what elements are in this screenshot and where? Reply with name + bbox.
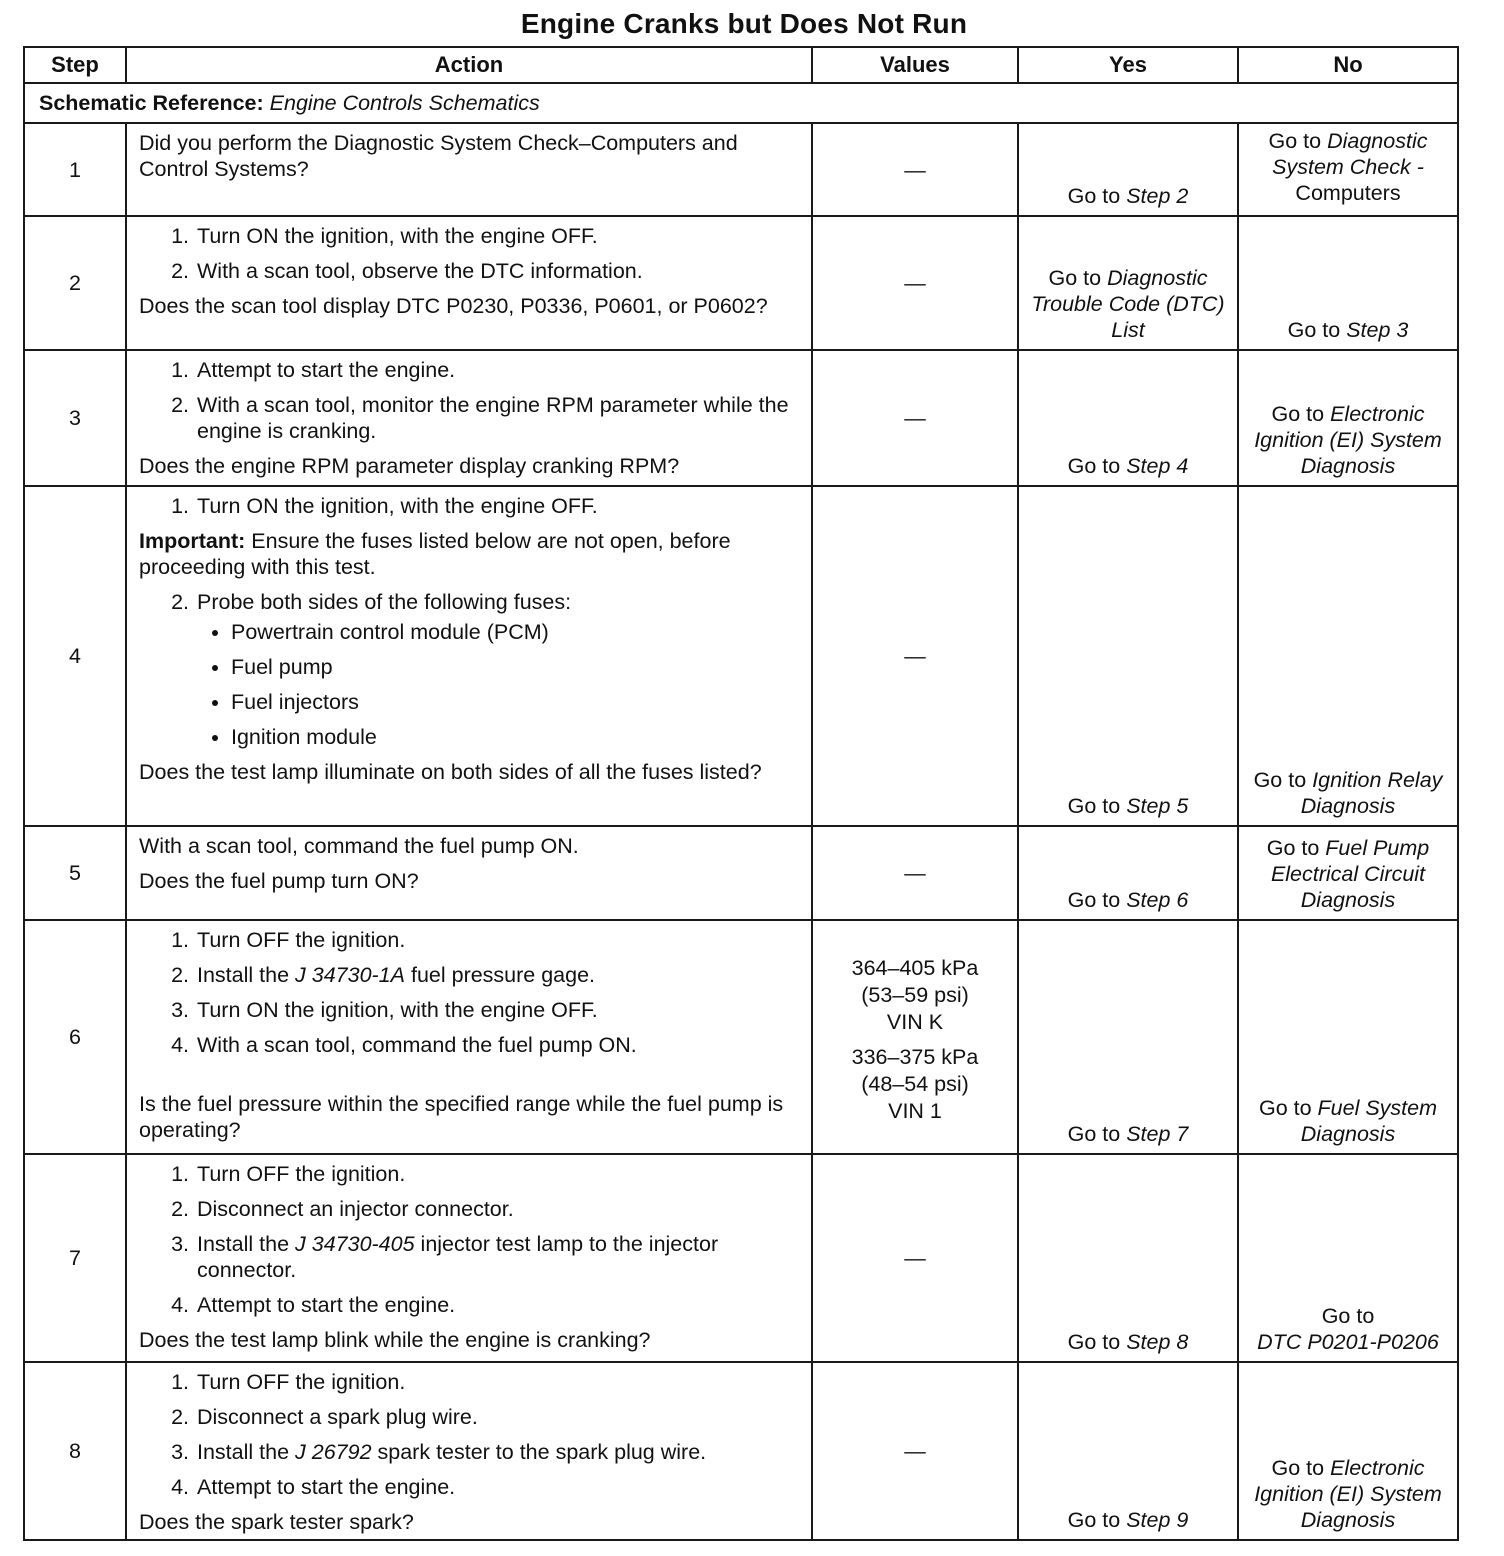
list-item: 4. Attempt to start the engine. — [195, 1292, 803, 1318]
action-cell — [126, 486, 812, 826]
list-item: 4. With a scan tool, command the fuel pump ON. — [195, 1032, 803, 1058]
fuse-item: • Fuel injectors — [231, 689, 803, 715]
important-label: Important: — [139, 529, 246, 553]
values-cell: — — [812, 1154, 1018, 1362]
table-row — [24, 350, 1458, 486]
fuse-item: • Ignition module — [231, 724, 803, 750]
table-row — [24, 1154, 1458, 1362]
table-row — [24, 920, 1458, 1154]
value-vin: VIN K — [886, 1010, 944, 1034]
question-text: Does the fuel pump turn ON? — [139, 869, 419, 893]
step-number: 8 — [24, 1362, 126, 1540]
question-text: Does the test lamp illuminate on both sides of all the fuses listed? — [139, 760, 762, 784]
goto-text: Go to — [1271, 1456, 1325, 1480]
list-item: 1. Turn OFF the ignition. — [195, 1369, 803, 1395]
yes-link[interactable]: Step 9 — [1126, 1508, 1189, 1532]
value-kpa: 336–375 kPa — [851, 1045, 979, 1069]
action-list — [139, 927, 803, 1058]
goto-text: Go to — [1266, 836, 1320, 860]
header-no: No — [1238, 47, 1458, 83]
list-item — [195, 1439, 803, 1465]
header-action: Action — [126, 47, 812, 83]
goto-text: Go to — [1067, 1122, 1121, 1146]
document-title: Engine Cranks but Does Not Run — [520, 8, 968, 39]
value-vin: VIN 1 — [888, 1099, 942, 1123]
tool-name: J 34730-1A — [295, 963, 405, 987]
list-item: 1. Turn OFF the ignition. — [195, 927, 803, 953]
no-cell — [1238, 1154, 1458, 1362]
list-item: 3. Turn ON the ignition, with the engine OFF. — [195, 997, 803, 1023]
list-item — [195, 962, 803, 988]
yes-link[interactable]: Step 4 — [1126, 454, 1189, 478]
no-link[interactable]: Electronic Ignition (EI) System Diagnosis — [1254, 1456, 1442, 1532]
question-text: Does the engine RPM parameter display cranking RPM? — [139, 454, 680, 478]
no-link-tail: Computers — [1295, 181, 1401, 205]
values-cell: — — [812, 486, 1018, 826]
list-item: 1. Turn ON the ignition, with the engine OFF. — [195, 223, 803, 249]
value-psi: (53–59 psi) — [861, 983, 969, 1007]
goto-text: Go to — [1067, 1330, 1121, 1354]
yes-link[interactable]: Step 7 — [1126, 1122, 1189, 1146]
values-cell: — — [812, 826, 1018, 920]
goto-text: Go to — [1287, 318, 1341, 342]
list-item: 1. Turn ON the ignition, with the engine OFF. — [195, 493, 803, 519]
action-cell — [126, 826, 812, 920]
schematic-label: Schematic Reference: — [39, 91, 264, 115]
item-text: Install the — [197, 1440, 290, 1464]
table-row — [24, 123, 1458, 216]
list-item: 1. Attempt to start the engine. — [195, 357, 803, 383]
step-number: 7 — [24, 1154, 126, 1362]
yes-cell — [1018, 826, 1238, 920]
no-link[interactable]: Step 3 — [1346, 318, 1409, 342]
yes-link[interactable]: Step 6 — [1126, 888, 1189, 912]
no-cell — [1238, 920, 1458, 1154]
action-cell — [126, 920, 812, 1154]
goto-text: Go to — [1321, 1304, 1375, 1328]
item-text: Install the — [197, 963, 290, 987]
yes-cell — [1018, 920, 1238, 1154]
schematic-link[interactable]: Engine Controls Schematics — [269, 91, 540, 115]
item-text: spark tester to the spark plug wire. — [377, 1440, 707, 1464]
question-text: Does the test lamp blink while the engine is cranking? — [139, 1328, 651, 1352]
goto-text: Go to — [1067, 794, 1121, 818]
step-number: 5 — [24, 826, 126, 920]
table-row — [24, 486, 1458, 826]
action-list — [139, 1369, 803, 1500]
item-text: fuel pressure gage. — [410, 963, 596, 987]
goto-text: Go to — [1067, 454, 1121, 478]
header-values: Values — [812, 47, 1018, 83]
yes-cell — [1018, 1362, 1238, 1540]
action-list — [139, 589, 803, 615]
yes-cell — [1018, 350, 1238, 486]
goto-text: Go to — [1258, 1096, 1312, 1120]
goto-text: Go to — [1067, 184, 1121, 208]
table-header-row — [24, 47, 1458, 83]
values-cell: — — [812, 350, 1018, 486]
value-psi: (48–54 psi) — [861, 1072, 969, 1096]
goto-text: Go to — [1048, 266, 1102, 290]
list-item: 2. Disconnect an injector connector. — [195, 1196, 803, 1222]
no-link[interactable]: Diagnostic System Check - — [1272, 129, 1428, 179]
list-item: 1. Turn OFF the ignition. — [195, 1161, 803, 1187]
item-text: Install the — [197, 1232, 290, 1256]
no-cell — [1238, 350, 1458, 486]
values-cell — [812, 920, 1018, 1154]
fuse-item: • Powertrain control module (PCM) — [231, 619, 803, 645]
fuse-item: • Fuel pump — [231, 654, 803, 680]
important-text: Ensure the fuses listed below are not open, before proceeding with this test. — [139, 529, 731, 579]
action-cell — [126, 1154, 812, 1362]
action-list — [139, 1161, 803, 1318]
goto-text: Go to — [1067, 888, 1121, 912]
no-link[interactable]: Electronic Ignition (EI) System Diagnosis — [1254, 402, 1442, 478]
header-yes: Yes — [1018, 47, 1238, 83]
yes-cell — [1018, 123, 1238, 216]
no-link[interactable]: Fuel System Diagnosis — [1300, 1096, 1438, 1146]
fuse-list — [139, 619, 803, 750]
action-cell — [126, 123, 812, 216]
list-item — [195, 1231, 803, 1283]
yes-cell — [1018, 486, 1238, 826]
action-cell — [126, 350, 812, 486]
goto-text: Go to — [1067, 1508, 1121, 1532]
list-item: 2. With a scan tool, observe the DTC information. — [195, 258, 803, 284]
item-text: injector test lamp to the injector connector. — [197, 1232, 719, 1282]
step-number: 1 — [24, 123, 126, 216]
values-cell: — — [812, 216, 1018, 350]
no-link[interactable]: DTC P0201-P0206 — [1257, 1330, 1439, 1354]
step-number: 3 — [24, 350, 126, 486]
goto-text: Go to — [1253, 768, 1307, 792]
action-list — [139, 357, 803, 444]
tool-name: J 26792 — [295, 1440, 372, 1464]
action-list — [139, 223, 803, 284]
schematic-reference — [24, 83, 1458, 123]
goto-text: Go to — [1271, 402, 1325, 426]
question-text: Does the scan tool display DTC P0230, P0336, P0601, or P0602? — [139, 294, 768, 318]
value-kpa: 364–405 kPa — [851, 956, 979, 980]
schematic-reference-row — [24, 83, 1458, 123]
question-text: Did you perform the Diagnostic System Check–Computers and Control Systems? — [139, 131, 738, 181]
action-list — [139, 493, 803, 519]
no-cell — [1238, 826, 1458, 920]
table-row — [24, 216, 1458, 350]
values-cell: — — [812, 1362, 1018, 1540]
action-text: With a scan tool, command the fuel pump ON. — [139, 834, 579, 858]
table-row — [24, 1362, 1458, 1540]
no-cell — [1238, 1362, 1458, 1540]
values-cell: — — [812, 123, 1018, 216]
header-step: Step — [24, 47, 126, 83]
tool-name: J 34730-405 — [295, 1232, 415, 1256]
no-cell — [1238, 123, 1458, 216]
list-item: 2. Disconnect a spark plug wire. — [195, 1404, 803, 1430]
list-item: 2. Probe both sides of the following fuses: — [195, 589, 803, 615]
no-cell — [1238, 486, 1458, 826]
yes-link[interactable]: Step 8 — [1126, 1330, 1189, 1354]
yes-link[interactable]: Step 5 — [1126, 794, 1189, 818]
important-note — [139, 528, 803, 580]
yes-link[interactable]: Diagnostic Trouble Code (DTC) List — [1031, 266, 1225, 342]
step-number: 6 — [24, 920, 126, 1154]
list-item: 2. With a scan tool, monitor the engine RPM parameter while the engine is cranking. — [195, 392, 803, 444]
yes-cell — [1018, 1154, 1238, 1362]
question-text: Is the fuel pressure within the specified range while the fuel pump is operating? — [139, 1092, 784, 1142]
yes-link[interactable]: Step 2 — [1126, 184, 1189, 208]
action-cell — [126, 216, 812, 350]
goto-text: Go to — [1268, 129, 1322, 153]
step-number: 2 — [24, 216, 126, 350]
step-number: 4 — [24, 486, 126, 826]
no-link[interactable]: Ignition Relay Diagnosis — [1300, 768, 1443, 818]
list-item: 4. Attempt to start the engine. — [195, 1474, 803, 1500]
table-row — [24, 826, 1458, 920]
no-link[interactable]: Fuel Pump Electrical Circuit Diagnosis — [1270, 836, 1430, 912]
diagnostic-table — [23, 46, 1459, 1541]
question-text: Does the spark tester spark? — [139, 1510, 414, 1534]
no-cell — [1238, 216, 1458, 350]
yes-cell — [1018, 216, 1238, 350]
action-cell — [126, 1362, 812, 1540]
